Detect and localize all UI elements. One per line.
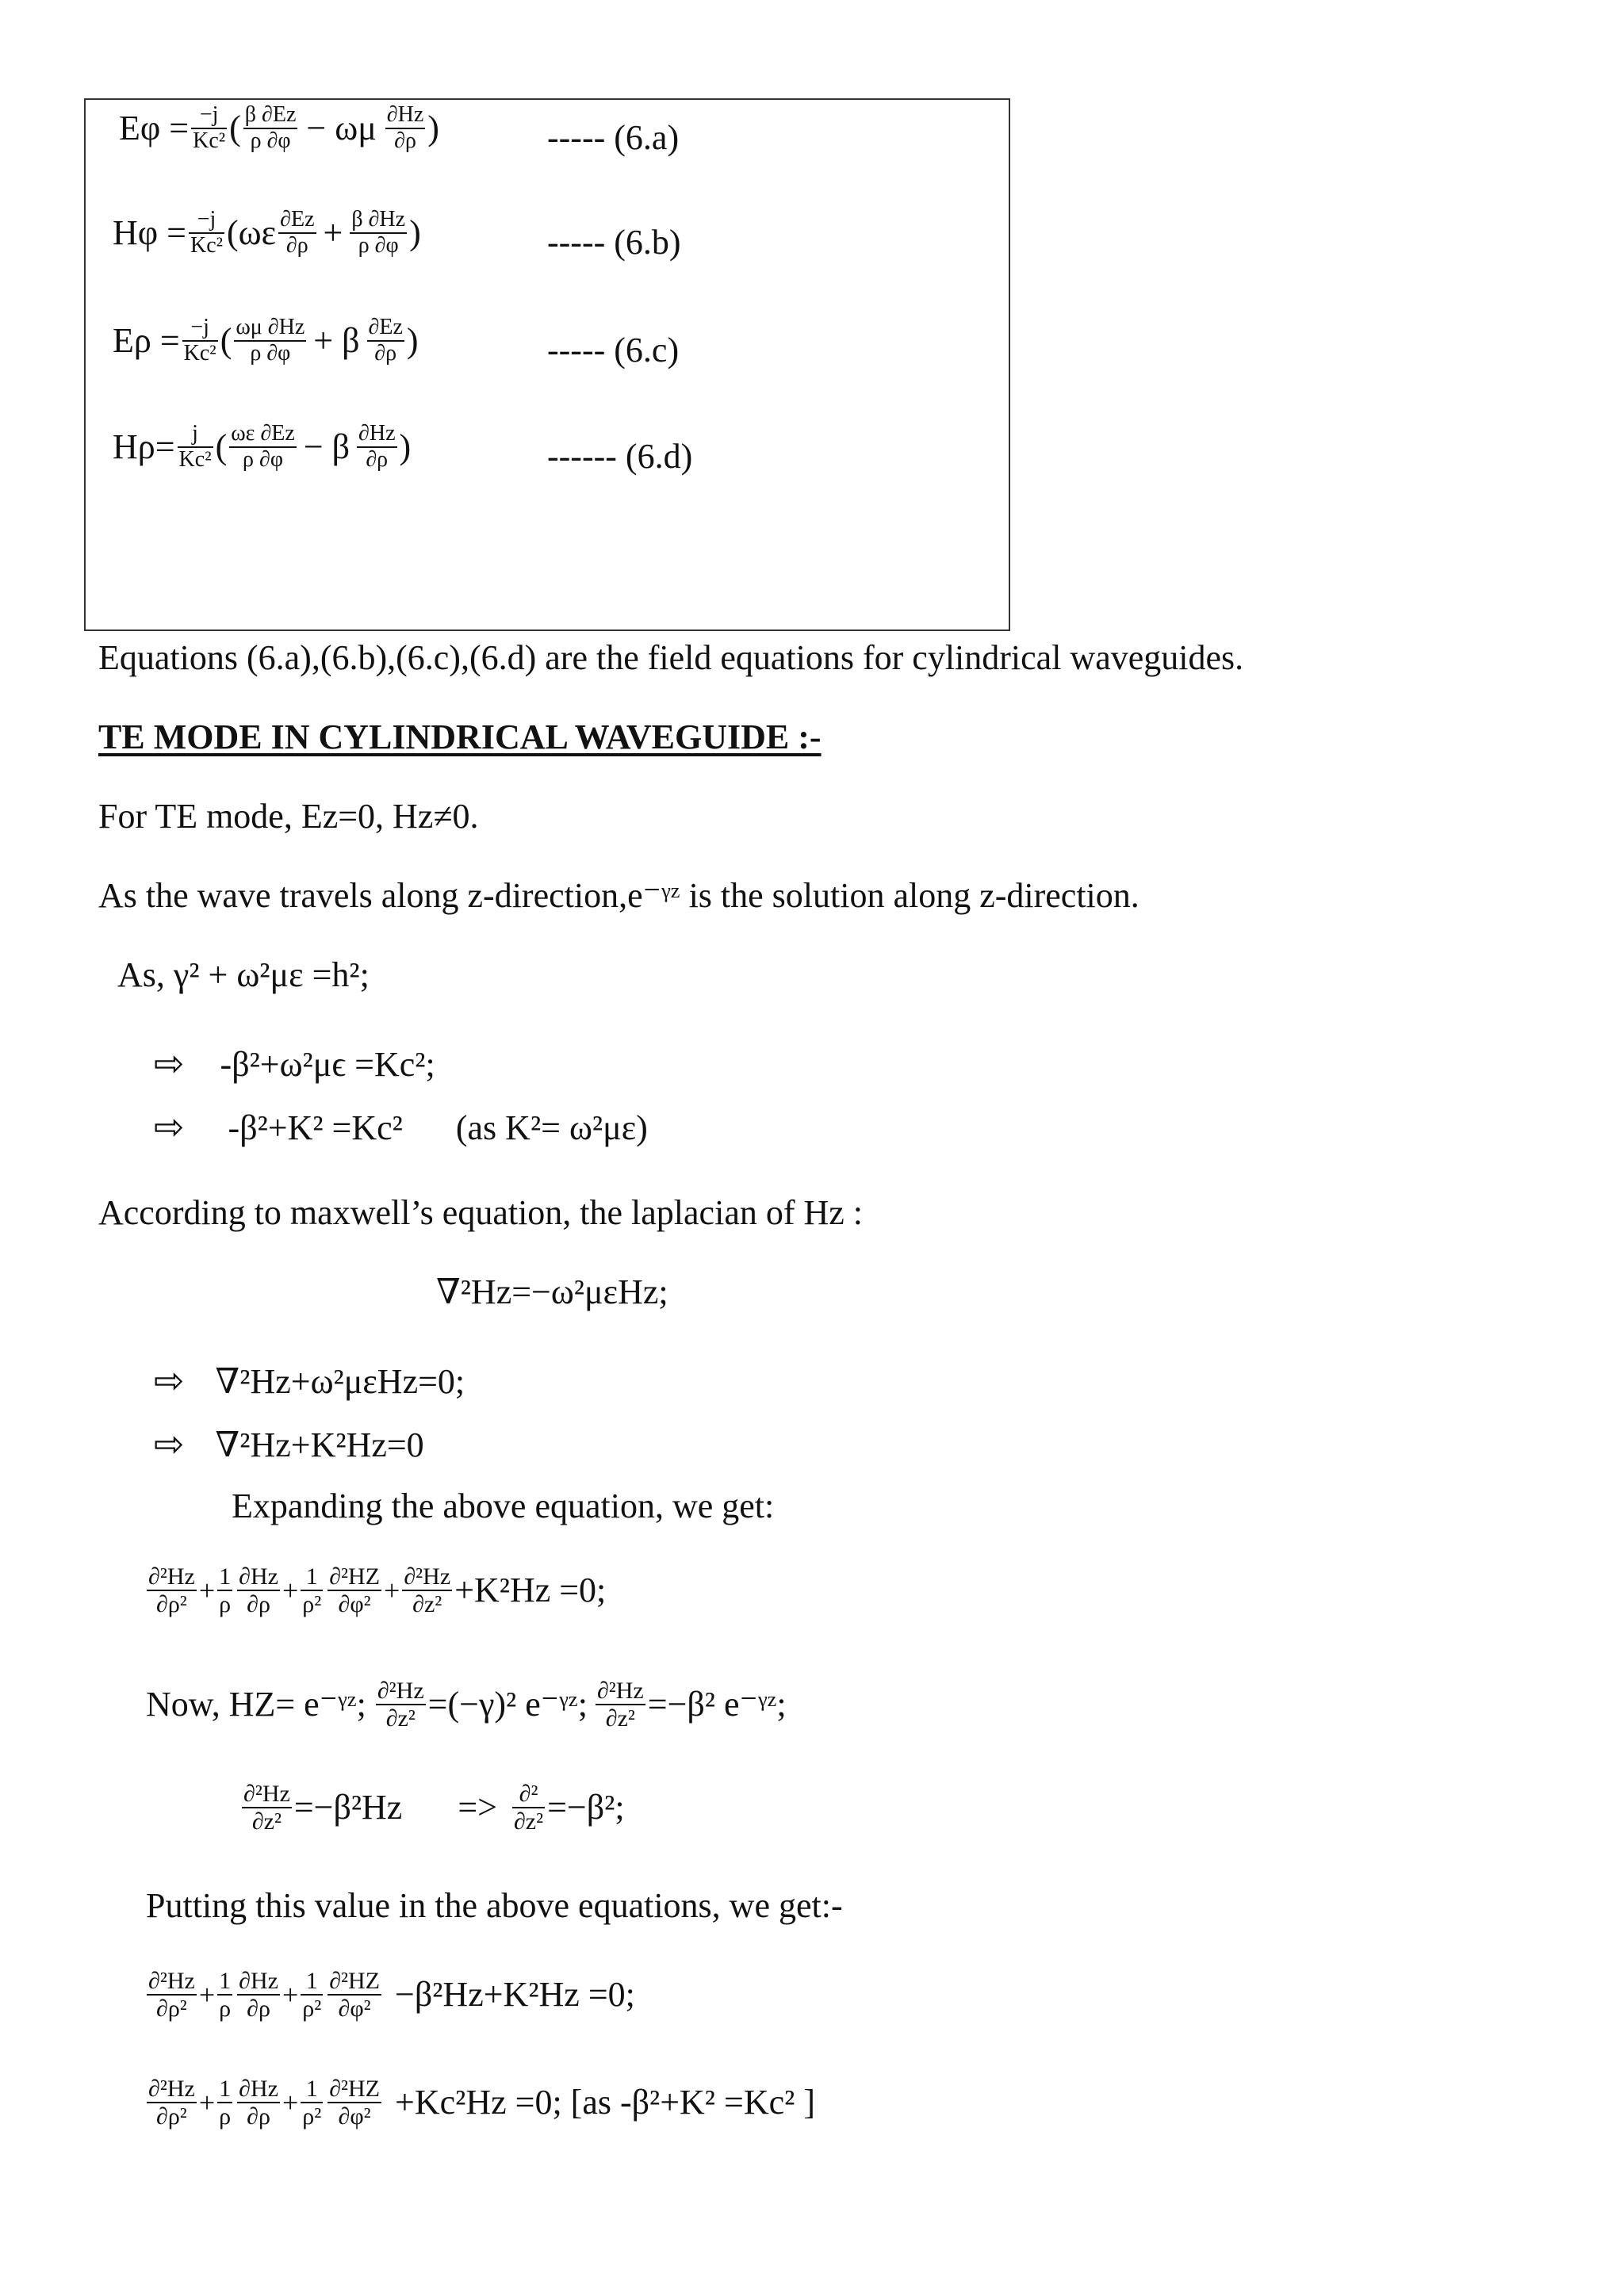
equation-label-6c: ----- (6.c) — [547, 331, 680, 369]
equation-6a: Eφ = $\frac{-j}{\text{Kc²}}$ ( $\frac{\beta \partial Ez}{\rho \partial\varphi}$ − ωμ $\frac{\partial Hz}{\partial\rho}$ ) — [119, 102, 439, 153]
now-hz-equation: Now, HZ= e⁻ᵞᶻ; $\frac{\text{∂²Hz}}{\text{∂z²}}$ =(−γ)² e⁻ᵞᶻ; $\frac{\text{∂²Hz}}{\text{∂z²}}$ =−β² e⁻ᵞᶻ; — [146, 1678, 787, 1732]
gamma-relation: As, γ² + ω²με =h²; — [117, 955, 370, 994]
result-equation-1: $\frac{\text{∂²Hz}}{\text{∂ρ²}}$ + $\frac{1}{\rho}$ $\frac{\partial Hz}{\partial\rho}$ + $\frac{1}{\text{ρ²}}$ $\frac{\text{∂²HZ}}{\text{∂φ²}}$ −β²Hz+K²Hz =0; — [148, 1968, 635, 2022]
putting-text: Putting this value in the above equations, we get:- — [146, 1886, 843, 1925]
implies-arrow-icon: ⇨ — [154, 1422, 185, 1465]
equation-6d: Hρ= $\frac{j}{\text{Kc²}}$ ( $\frac{\omega\varepsilon \partial Ez}{\rho \partial\varphi}$ − β $\frac{\partial Hz}{\partial\rho}$ ) — [113, 421, 412, 472]
expanding-text: Expanding the above equation, we get: — [232, 1487, 775, 1525]
maxwell-text: According to maxwell’s equation, the laplacian of Hz : — [98, 1193, 864, 1232]
implies-arrow-icon: ⇨ — [154, 1359, 185, 1402]
implies-line-1: ⇨ -β²+ω²μϵ =Kc²; — [154, 1042, 435, 1085]
equation-6c: Eρ = $\frac{-j}{\text{Kc²}}$ ( $\frac{\omega\mu \partial Hz}{\rho \partial\varphi}$ + β $\frac{\partial Ez}{\partial\rho}$ ) — [113, 315, 419, 365]
section-heading: TE MODE IN CYLINDRICAL WAVEGUIDE :- — [98, 718, 822, 756]
implies-arrow-icon: ⇨ — [154, 1105, 185, 1148]
equation-6b: Hφ = $\frac{-j}{\text{Kc²}}$ (ωε $\frac{\partial Ez}{\partial\rho}$ + $\frac{\beta \partial Hz}{\rho \partial\varphi}$ ) — [113, 207, 421, 258]
implies-line-3: ⇨ ∇²Hz+ω²μεHz=0; — [154, 1359, 465, 1402]
te-mode-condition: For TE mode, Ez=0, Hz≠0. — [98, 797, 479, 836]
second-derivative-equation: $\frac{\text{∂²Hz}}{\text{∂z²}}$ =−β²Hz => $\frac{\text{∂²}}{\text{∂z²}}$ =−β²; — [243, 1781, 625, 1835]
implies-line-4: ⇨ ∇²Hz+K²Hz=0 — [154, 1422, 424, 1465]
implies-line-2: ⇨ -β²+K² =Kc² (as K²= ω²με) — [154, 1105, 648, 1148]
result-equation-2: $\frac{\text{∂²Hz}}{\text{∂ρ²}}$ + $\frac{1}{\rho}$ $\frac{\partial Hz}{\partial\rho}$ + $\frac{1}{\text{ρ²}}$ $\frac{\text{∂²HZ}}{\text{∂φ²}}$ +Kc²Hz =0; [as -β²+K² =Kc² ] — [148, 2076, 815, 2130]
expanded-equation: $\frac{\text{∂²Hz}}{\text{∂ρ²}}$ + $\frac{1}{\rho}$ $\frac{\partial Hz}{\partial\rho}$ + $\frac{1}{\text{ρ²}}$ $\frac{\text{∂²HZ}}{\text{∂φ²}}$ + $\frac{\text{∂²Hz}}{\text{∂z²}}$ +K²Hz =0; — [148, 1563, 607, 1617]
equation-label-6a: ----- (6.a) — [547, 118, 680, 157]
equation-label-6d: ------ (6.d) — [547, 437, 693, 476]
summary-paragraph: Equations (6.a),(6.b),(6.c),(6.d) are the field equations for cylindrical waveguides. — [98, 638, 1244, 677]
wave-travel-text: As the wave travels along z-direction,e⁻ᵞᶻ is the solution along z-direction. — [98, 876, 1139, 915]
equation-label-6b: ----- (6.b) — [547, 223, 681, 262]
implies-arrow-icon: ⇨ — [154, 1042, 185, 1085]
laplacian-equation: ∇²Hz=−ω²μεHz; — [436, 1272, 668, 1311]
